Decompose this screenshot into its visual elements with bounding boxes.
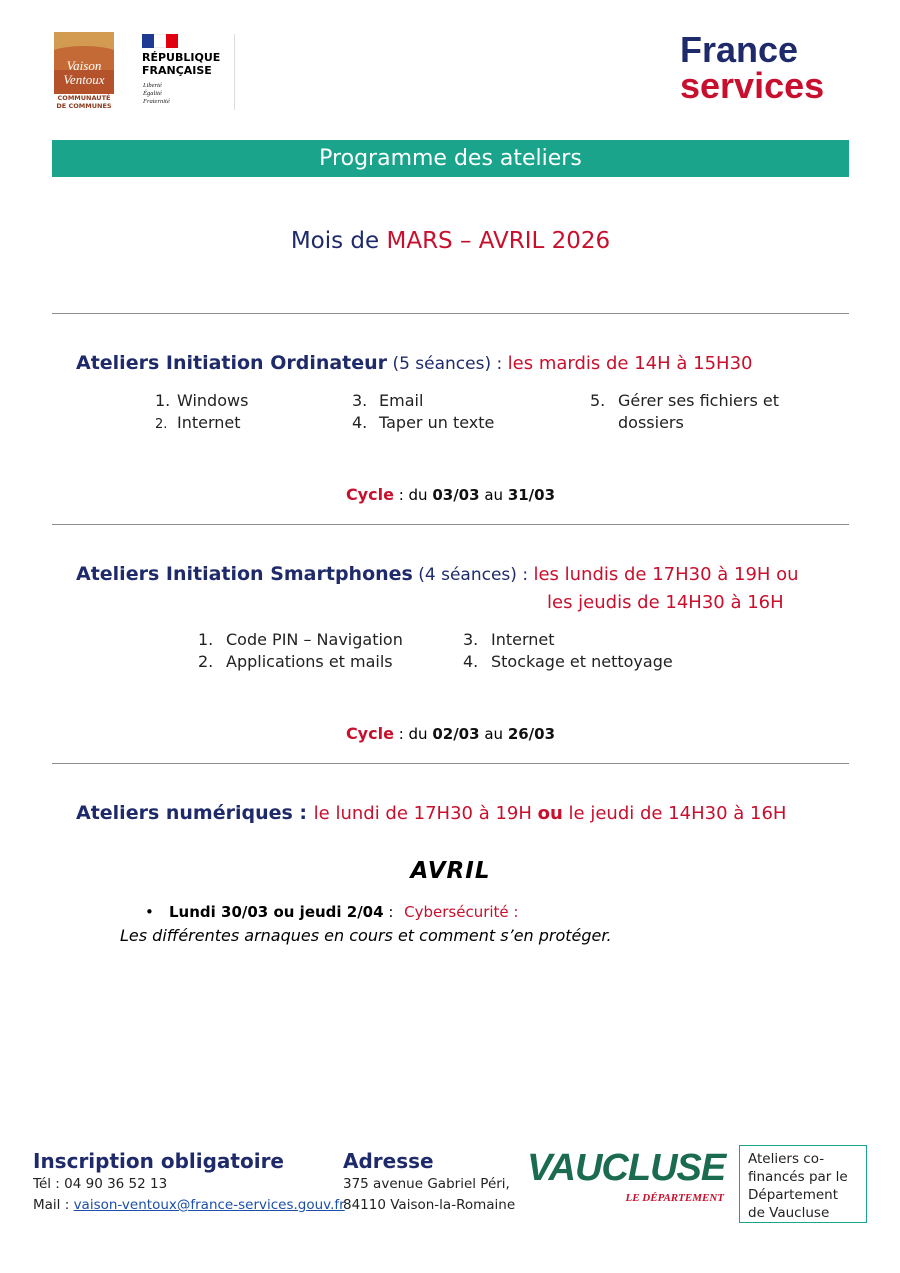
vaison-logo-sub1: COMMUNAUTÉ	[57, 94, 111, 102]
list-item	[352, 390, 423, 412]
item-label: Code PIN – Navigation	[226, 630, 403, 649]
france-services-line1: France	[680, 29, 799, 70]
smartphones-cycle	[52, 724, 849, 743]
cycle-text: au	[479, 725, 508, 743]
inscription-title: Inscription obligatoire	[33, 1149, 284, 1173]
list-item	[590, 412, 684, 434]
cofinancement-line: de Vaucluse	[748, 1205, 830, 1221]
item-label: dossiers	[618, 413, 684, 432]
cofinancement-line: financés par le	[748, 1169, 848, 1185]
footer-inscription	[33, 1148, 345, 1216]
cofinancement-box	[739, 1145, 867, 1223]
atelier-bullet	[145, 903, 519, 921]
item-number: 1.	[155, 391, 171, 410]
item-number: 2.	[155, 417, 168, 432]
ordinateur-title: Ateliers Initiation Ordinateur	[76, 352, 388, 374]
smartphones-heading	[76, 563, 799, 585]
numeriques-schedule1: le lundi de 17H30 à 19H	[313, 803, 538, 824]
cycle-from: 02/03	[432, 725, 480, 743]
bullet-description: Les différentes arnaques en cours et comment s’en protéger.	[120, 926, 612, 945]
programme-banner: Programme des ateliers	[52, 140, 849, 177]
cycle-text: au	[479, 486, 508, 504]
france-services-line2: services	[680, 65, 825, 106]
item-label: Windows	[177, 391, 249, 410]
ordinateur-cycle	[52, 485, 849, 504]
republique-line2: FRANÇAISE	[142, 64, 212, 77]
vaison-ventoux-logo	[54, 32, 114, 110]
list-item	[590, 390, 779, 412]
item-number: 4.	[352, 413, 368, 432]
footer-adresse	[343, 1148, 515, 1216]
list-item	[352, 412, 494, 434]
bullet-topic: Cybersécurité :	[404, 903, 519, 921]
month-heading	[52, 228, 849, 254]
item-number: 3.	[352, 391, 368, 410]
smartphones-schedule2: les jeudis de 14H30 à 16H	[547, 592, 784, 613]
month-prefix: Mois de	[290, 228, 387, 254]
divider	[52, 313, 849, 314]
item-number: 2.	[198, 652, 214, 671]
adresse-title: Adresse	[343, 1149, 434, 1173]
vaison-logo-line2: Ventoux	[63, 72, 105, 87]
adresse-line1: 375 avenue Gabriel Péri,	[343, 1176, 510, 1192]
republique-motto	[143, 82, 170, 106]
cycle-text: : du	[393, 725, 433, 743]
bullet-icon: •	[145, 903, 154, 921]
item-number: 5.	[590, 391, 606, 410]
item-label: Applications et mails	[226, 652, 393, 671]
cycle-text: : du	[393, 486, 433, 504]
smartphones-schedule1: les lundis de 17H30 à 19H ou	[533, 564, 799, 585]
ordinateur-schedule: les mardis de 14H à 15H30	[507, 353, 753, 374]
divider	[52, 763, 849, 764]
numeriques-schedule2: le jeudi de 14H30 à 16H	[562, 803, 787, 824]
vaison-logo-sub2: DE COMMUNES	[56, 101, 112, 110]
list-item	[155, 412, 241, 436]
item-number: 4.	[463, 652, 479, 671]
vaison-logo-subtitle	[54, 95, 114, 110]
item-label: Email	[379, 391, 424, 410]
republique-francaise-logo	[142, 34, 235, 110]
republique-name	[142, 51, 220, 77]
vaison-ventoux-emblem	[54, 32, 114, 94]
item-label: Stockage et nettoyage	[491, 652, 673, 671]
cofinancement-line: Ateliers co-	[748, 1151, 825, 1167]
item-label: Taper un texte	[379, 413, 495, 432]
vaucluse-wordmark: VAUCLUSE	[527, 1147, 726, 1189]
list-item	[155, 390, 248, 412]
french-flag-icon	[142, 34, 178, 48]
vaison-logo-line1: Vaison	[66, 58, 102, 73]
item-label: Internet	[177, 413, 241, 432]
bullet-date: Lundi 30/03 ou jeudi 2/04	[169, 903, 384, 921]
numeriques-heading	[76, 802, 786, 824]
cycle-to: 31/03	[507, 486, 556, 504]
motto-liberte: Liberté	[143, 82, 162, 89]
numeriques-or: ou	[537, 803, 563, 824]
bullet-separator: :	[383, 903, 399, 921]
republique-line1: RÉPUBLIQUE	[142, 51, 221, 64]
cycle-label: Cycle	[345, 724, 394, 743]
item-label: Internet	[491, 630, 555, 649]
motto-egalite: Égalité	[143, 90, 162, 97]
item-number: 3.	[463, 630, 479, 649]
vaucluse-logo	[527, 1146, 732, 1216]
vaucluse-subtitle: LE DÉPARTEMENT	[625, 1192, 724, 1204]
item-label: Gérer ses fichiers et	[618, 391, 779, 410]
divider	[52, 524, 849, 525]
france-services-logo	[680, 29, 860, 106]
cycle-from: 03/03	[432, 486, 480, 504]
cycle-to: 26/03	[507, 725, 556, 743]
ordinateur-seances: (5 séances) :	[387, 354, 508, 374]
list-item	[198, 651, 393, 673]
list-item	[463, 651, 673, 673]
list-item	[198, 629, 403, 651]
cofinancement-line: Département	[748, 1187, 838, 1203]
numeriques-title: Ateliers numériques :	[76, 802, 314, 824]
mail-link[interactable]: vaison-ventoux@france-services.gouv.fr	[73, 1197, 345, 1213]
item-number: 1.	[198, 630, 214, 649]
cycle-label: Cycle	[345, 485, 394, 504]
inscription-mail	[33, 1195, 345, 1216]
inscription-phone: Tél : 04 90 36 52 13	[33, 1176, 168, 1192]
ordinateur-heading	[76, 352, 752, 374]
avril-heading: AVRIL	[410, 858, 491, 884]
smartphones-title: Ateliers Initiation Smartphones	[76, 563, 413, 585]
month-period: MARS – AVRIL 2026	[386, 228, 611, 254]
list-item	[463, 629, 555, 651]
adresse-line2: 84110 Vaison-la-Romaine	[343, 1197, 516, 1213]
mail-label: Mail :	[33, 1197, 74, 1213]
smartphones-seances: (4 séances) :	[412, 565, 534, 585]
motto-fraternite: Fraternité	[143, 98, 170, 105]
